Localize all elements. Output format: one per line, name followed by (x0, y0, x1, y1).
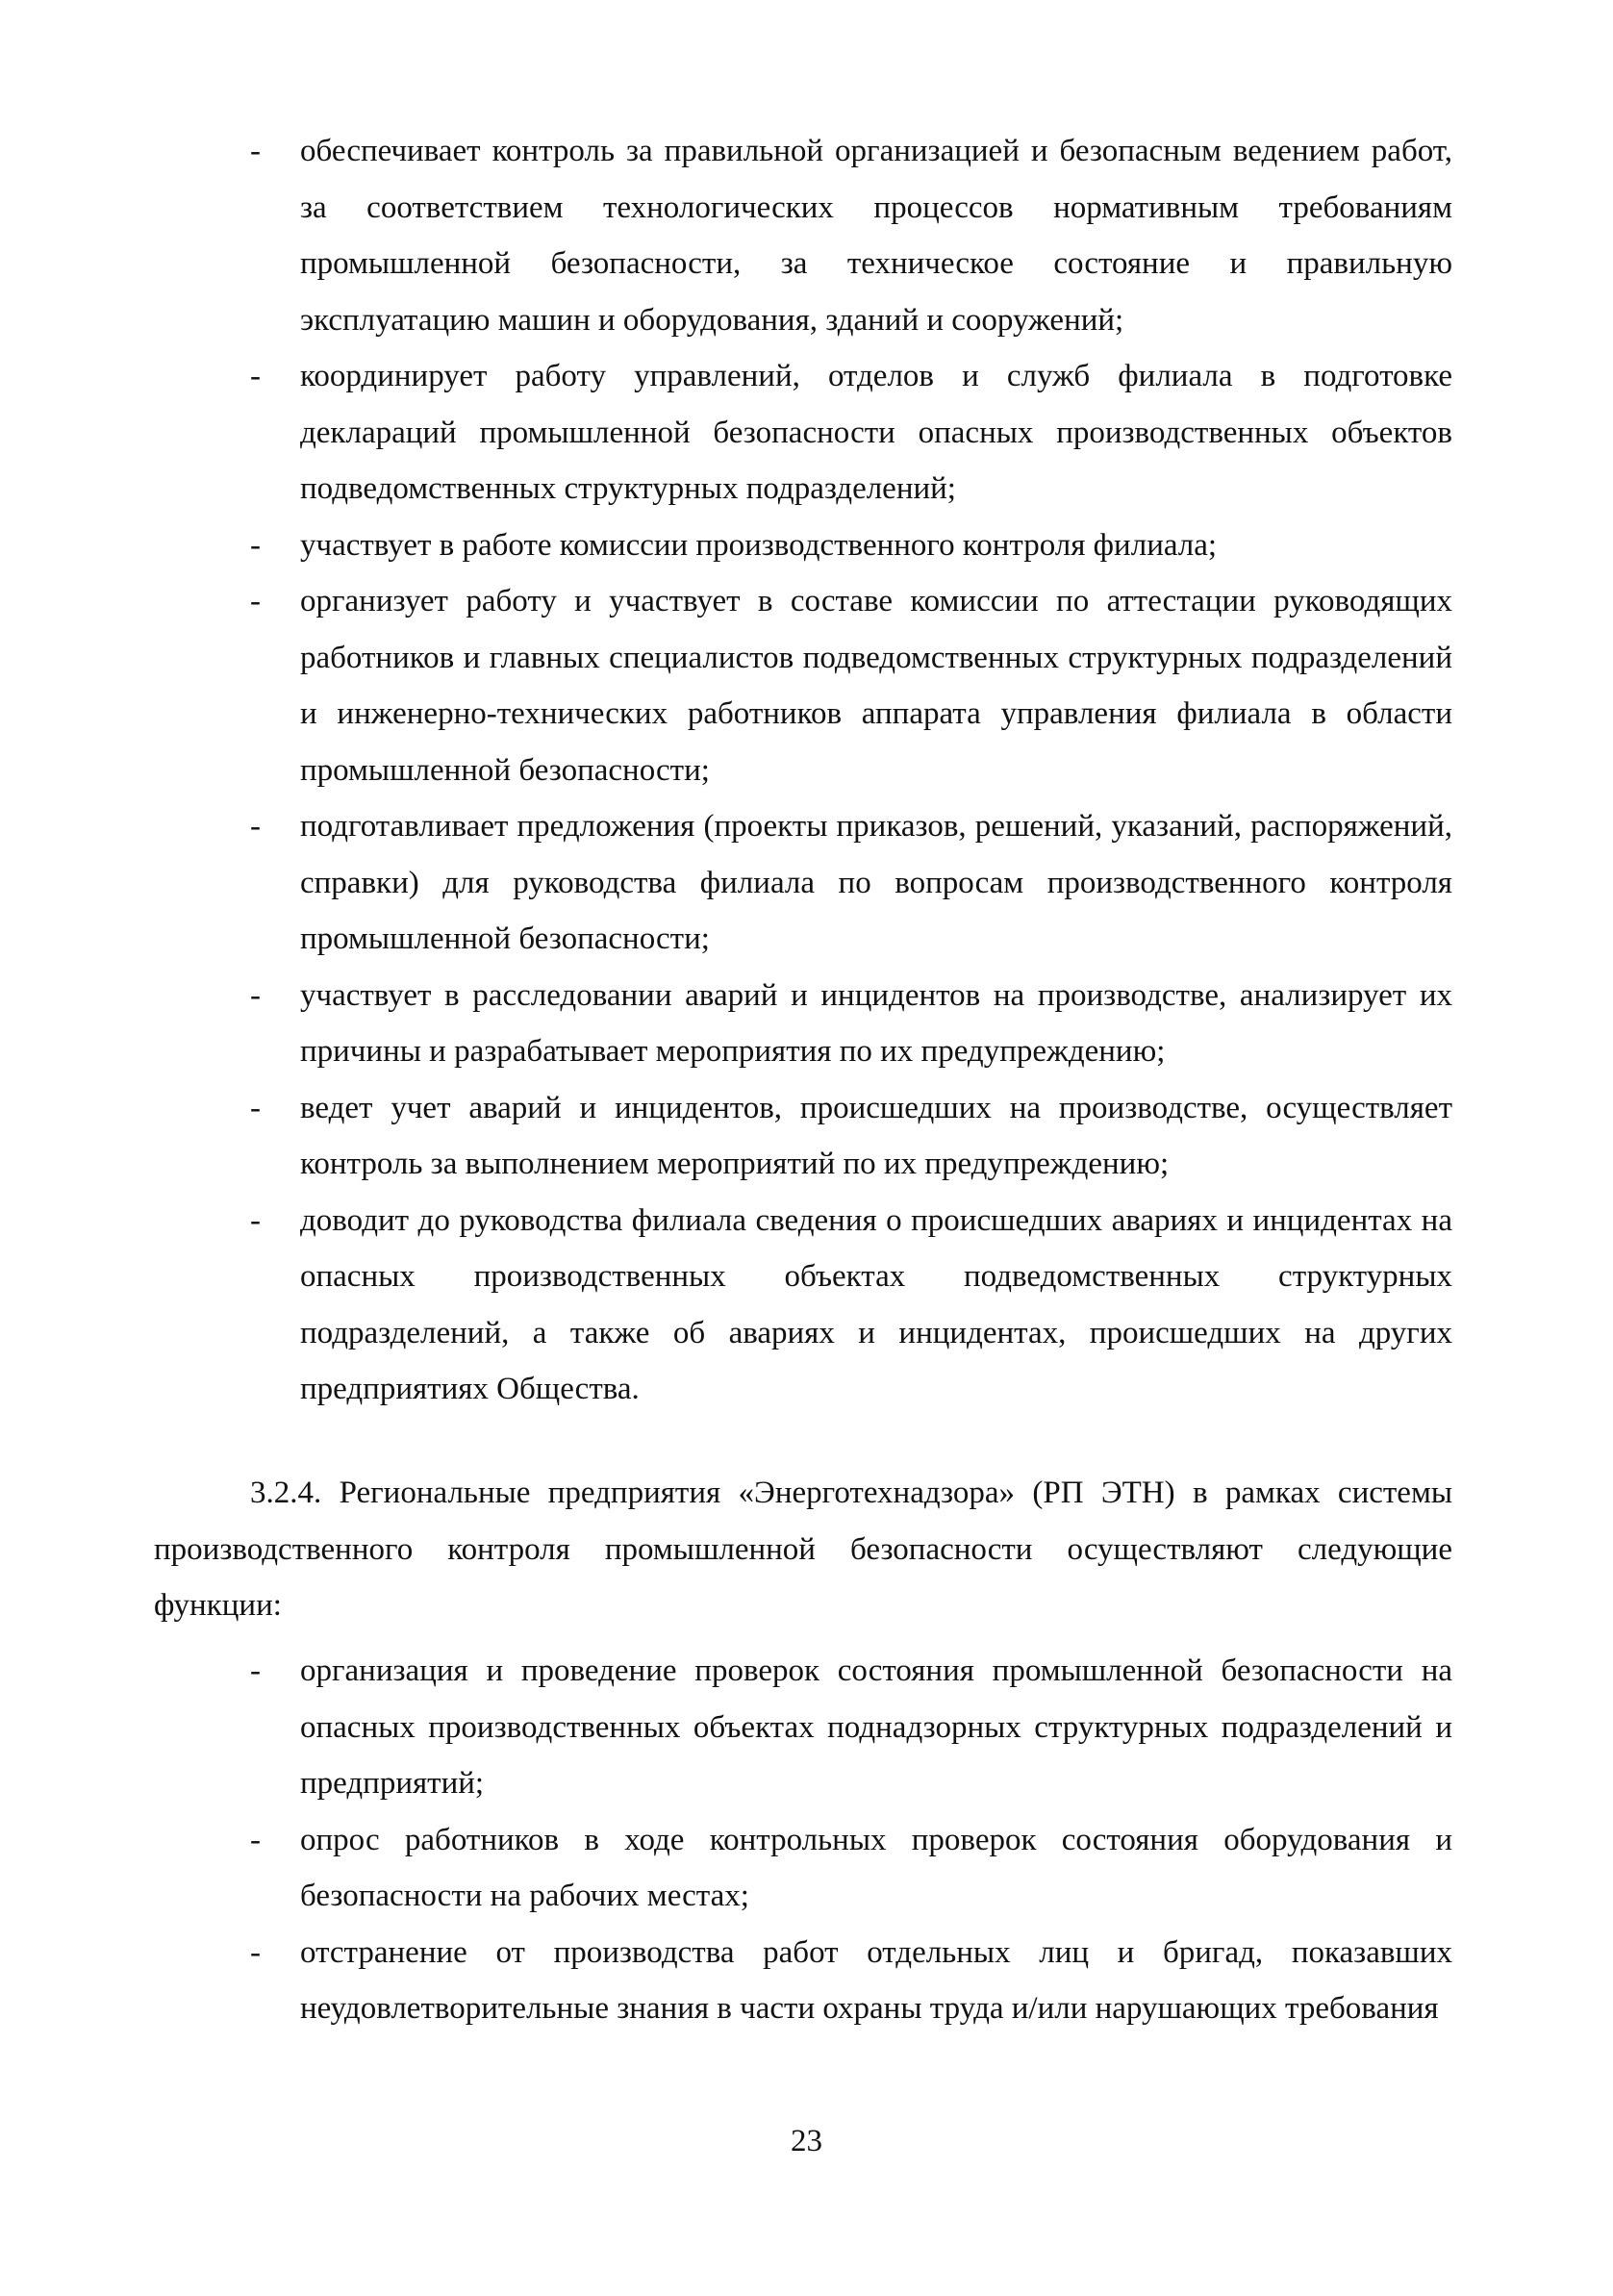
list-dash: - (250, 1090, 261, 1125)
functions-list (240, 1643, 1452, 2037)
list-item-text: организует работу и участвует в составе комиссии по аттестации руководящих работников и главных специалистов подведомственных структурных подразделений и инженерно-технических работников аппарата управления филиала в области промышленной безопасности; (300, 584, 1452, 788)
list-item-text: ведет учет аварий и инцидентов, происшедших на производстве, осуществляет контроль за выполнением мероприятий по их предупреждению; (300, 1090, 1452, 1181)
list-item-text: подготавливает предложения (проекты приказов, решений, указаний, распоряжений, справки) для руководства филиала по вопросам производственного контроля промышленной безопасности; (300, 809, 1452, 956)
list-dash: - (250, 584, 261, 618)
list-dash: - (250, 1822, 261, 1857)
list-item-text: доводит до руководства филиала сведения о происшедших авариях и инцидентах на опасных производственных объектах подведомственных структурных подразделений, а также об авариях и инцидентах, происшедших на других предприятиях Общества. (300, 1202, 1452, 1406)
list-item (240, 348, 1452, 517)
list-item (240, 123, 1452, 348)
duties-list (240, 123, 1452, 1418)
list-dash: - (250, 1934, 261, 1970)
list-item-text: отстранение от производства работ отдельных лиц и бригад, показавших неудовлетворительные знания в части охраны труда и/или нарушающих требования (300, 1934, 1452, 2026)
list-dash: - (250, 977, 261, 1013)
list-item (240, 1193, 1452, 1418)
section-paragraph-3-2-4: 3.2.4. Региональные предприятия «Энерготехнадзора» (РП ЭТН) в рамках системы производственного контроля промышленной безопасности осуществляют следующие функции: (154, 1476, 1452, 1623)
page-number: 23 (791, 2124, 822, 2158)
list-item-text: координирует работу управлений, отделов и служб филиала в подготовке деклараций промышленной безопасности опасных производственных объектов подведомственных структурных подразделений; (300, 359, 1452, 506)
list-item (240, 1643, 1452, 1812)
list-dash: - (250, 527, 261, 563)
list-item-text: участвует в работе комиссии производственного контроля филиала; (300, 527, 1218, 563)
list-item-text: обеспечивает контроль за правильной организацией и безопасным ведением работ, за соответствием технологических процессов нормативным требованиям промышленной безопасности, за техническое состояние и правильную эксплуатацию машин и оборудования, зданий и сооружений; (300, 134, 1452, 338)
list-item (240, 798, 1452, 968)
list-dash: - (250, 809, 261, 844)
list-dash: - (250, 1202, 261, 1238)
list-item-text: опрос работников в ходе контрольных проверок состояния оборудования и безопасности на рабочих местах; (300, 1822, 1452, 1913)
list-item-text: участвует в расследовании аварий и инцидентов на производстве, анализирует их причины и разрабатывает мероприятия по их предупреждению; (300, 977, 1452, 1069)
list-item (240, 1812, 1452, 1925)
list-dash: - (250, 359, 261, 393)
list-item (240, 517, 1452, 574)
list-item (240, 968, 1452, 1080)
list-dash: - (250, 1653, 261, 1688)
list-item-text: организация и проведение проверок состояния промышленной безопасности на опасных производственных объектах поднадзорных структурных подразделений и предприятий; (300, 1653, 1452, 1801)
list-item (240, 573, 1452, 798)
list-dash: - (250, 134, 261, 168)
list-item (240, 1080, 1452, 1193)
list-item (240, 1925, 1452, 2037)
